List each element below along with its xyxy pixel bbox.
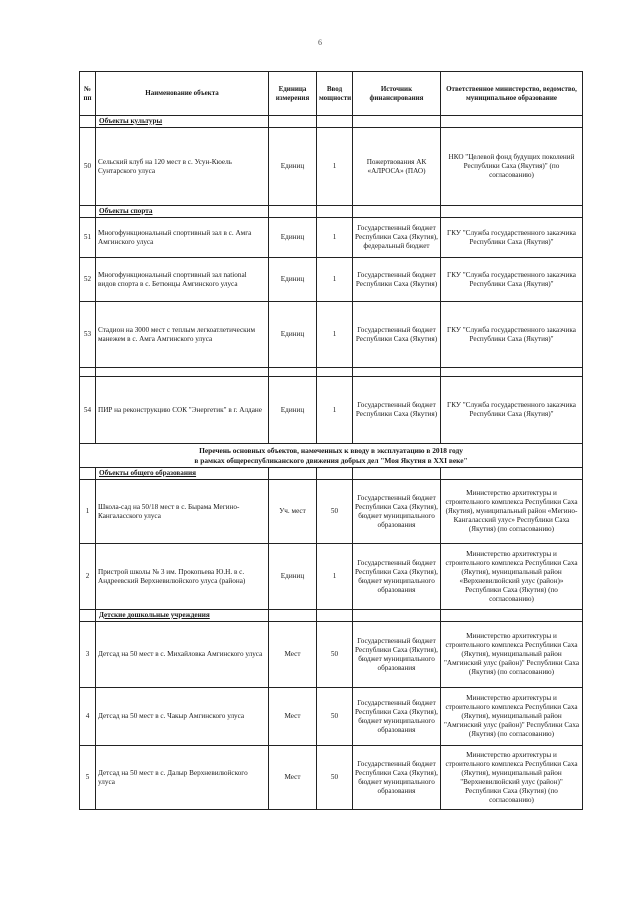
row-name: Пристрой школы № 3 им. Прокопьева Ю.Н. в с. Андреевский Верхневилюйского улуса (района) xyxy=(96,544,269,610)
section-preschool: Детские дошкольные учреждения xyxy=(96,610,269,622)
row-capacity: 50 xyxy=(317,480,353,544)
section-culture: Объекты культуры xyxy=(96,116,269,128)
row-source: Государственный бюджет Республики Саха (Якутия), бюджет муниципального образования xyxy=(353,688,441,746)
row-responsible: ГКУ "Служба государственного заказчика Республики Саха (Якутия)" xyxy=(441,302,583,368)
row-source: Государственный бюджет Республики Саха (Якутия), бюджет муниципального образования xyxy=(353,622,441,688)
row-unit: Уч. мест xyxy=(269,480,317,544)
section-row xyxy=(80,206,583,218)
row-capacity: 1 xyxy=(317,302,353,368)
table-row xyxy=(80,622,583,688)
table-row xyxy=(80,128,583,206)
row-name: Школа-сад на 50/18 мест в с. Бырама Мегино-Кангаласского улуса xyxy=(96,480,269,544)
row-unit: Единиц xyxy=(269,218,317,258)
row-name: Многофункциональный спортивный зал national видов спорта в с. Бетюнцы Амгинского улуса xyxy=(96,258,269,302)
row-source: Государственный бюджет Республики Саха (Якутия), бюджет муниципального образования xyxy=(353,544,441,610)
row-unit: Мест xyxy=(269,746,317,810)
row-name: Детсад на 50 мест в с. Далыр Верхневилюйского улуса xyxy=(96,746,269,810)
row-name: Многофункциональный спортивный зал в с. Амга Амгинского улуса xyxy=(96,218,269,258)
spacer-row xyxy=(80,368,583,377)
section-row xyxy=(80,468,583,480)
table-row xyxy=(80,480,583,544)
row-num: 4 xyxy=(80,688,96,746)
row-unit: Мест xyxy=(269,622,317,688)
row-unit: Единиц xyxy=(269,128,317,206)
row-source: Государственный бюджет Республики Саха (Якутия), бюджет муниципального образования xyxy=(353,480,441,544)
row-responsible: ГКУ "Служба государственного заказчика Республики Саха (Якутия)" xyxy=(441,258,583,302)
row-capacity: 50 xyxy=(317,622,353,688)
header-source: Источник финансирования xyxy=(353,72,441,116)
table-row xyxy=(80,218,583,258)
header-num: № пп xyxy=(80,72,96,116)
list-heading-line2: в рамках общереспубликанского движения добрых дел "Моя Якутия в XXI веке" xyxy=(194,455,468,465)
row-responsible: Министерство архитектуры и строительного комплекса Республики Саха (Якутия), муниципальный район «Верхневилюйский улус (район)» Республики Саха (Якутия) (по согласованию) xyxy=(441,544,583,610)
table-header-row xyxy=(80,72,583,116)
row-capacity: 1 xyxy=(317,258,353,302)
row-num: 5 xyxy=(80,746,96,810)
table-row xyxy=(80,746,583,810)
row-name: Детсад на 50 мест в с. Михайловка Амгинского улуса xyxy=(96,622,269,688)
list-heading-line1: Перечень основных объектов, намеченных к вводу в эксплуатацию в 2018 году xyxy=(199,445,463,455)
row-capacity: 1 xyxy=(317,128,353,206)
section-sport: Объекты спорта xyxy=(96,206,269,218)
row-capacity: 1 xyxy=(317,218,353,258)
table-row xyxy=(80,688,583,746)
row-num: 54 xyxy=(80,377,96,444)
row-responsible: Министерство архитектуры и строительного комплекса Республики Саха (Якутия), муниципальный район "Амгинский улус (район)" Республики Саха (Якутия) (по согласованию) xyxy=(441,622,583,688)
page-number: 6 xyxy=(318,38,322,47)
row-responsible: Министерство архитектуры и строительного комплекса Республики Саха (Якутия), муниципальный район "Амгинский улус (район)" Республики Саха (Якутия) (по согласованию) xyxy=(441,688,583,746)
row-num: 53 xyxy=(80,302,96,368)
header-capacity: Ввод мощности xyxy=(317,72,353,116)
row-num: 2 xyxy=(80,544,96,610)
row-unit: Единиц xyxy=(269,544,317,610)
table-row xyxy=(80,544,583,610)
table-row xyxy=(80,302,583,368)
row-unit: Мест xyxy=(269,688,317,746)
row-unit: Единиц xyxy=(269,377,317,444)
row-num: 1 xyxy=(80,480,96,544)
row-responsible: ГКУ "Служба государственного заказчика Республики Саха (Якутия)" xyxy=(441,377,583,444)
row-responsible: Министерство архитектуры и строительного комплекса Республики Саха (Якутия), муниципальный район "Верхневилюйский улус (район)" Республики Саха (Якутия) (по согласованию) xyxy=(441,746,583,810)
row-name: Детсад на 50 мест в с. Чакыр Амгинского улуса xyxy=(96,688,269,746)
list-heading xyxy=(80,444,583,468)
row-source: Государственный бюджет Республики Саха (Якутия) xyxy=(353,377,441,444)
header-name: Наименование объекта xyxy=(96,72,269,116)
row-num: 51 xyxy=(80,218,96,258)
row-num: 50 xyxy=(80,128,96,206)
row-name: Стадион на 3000 мест с теплым легкоатлетическим манежем в с. Амга Амгинского улуса xyxy=(96,302,269,368)
objects-table xyxy=(79,71,583,810)
section-row xyxy=(80,116,583,128)
header-responsible: Ответственное министерство, ведомство, муниципальное образование xyxy=(441,72,583,116)
header-unit: Единица измерения xyxy=(269,72,317,116)
row-responsible: ГКУ "Служба государственного заказчика Республики Саха (Якутия)" xyxy=(441,218,583,258)
row-source: Пожертвования АК «АЛРОСА» (ПАО) xyxy=(353,128,441,206)
section-row xyxy=(80,610,583,622)
row-responsible: Министерство архитектуры и строительного комплекса Республики Саха (Якутия), муниципальный район «Мегино-Кангаласский улус» Республики Саха (Якутия) (по согласованию) xyxy=(441,480,583,544)
row-source: Государственный бюджет Республики Саха (Якутия), федеральный бюджет xyxy=(353,218,441,258)
row-capacity: 50 xyxy=(317,688,353,746)
row-num: 52 xyxy=(80,258,96,302)
row-name: Сельский клуб на 120 мест в с. Усун-Кюель Сунтарского улуса xyxy=(96,128,269,206)
row-source: Государственный бюджет Республики Саха (Якутия), бюджет муниципального образования xyxy=(353,746,441,810)
row-name: ПИР на реконструкцию СОК "Энергетик" в г. Алдане xyxy=(96,377,269,444)
section-education: Объекты общего образования xyxy=(96,468,269,480)
row-unit: Единиц xyxy=(269,258,317,302)
table-row xyxy=(80,377,583,444)
row-responsible: НКО "Целевой фонд будущих поколений Республики Саха (Якутия)" (по согласованию) xyxy=(441,128,583,206)
row-source: Государственный бюджет Республики Саха (Якутия) xyxy=(353,258,441,302)
row-unit: Единиц xyxy=(269,302,317,368)
table-row xyxy=(80,258,583,302)
band-row xyxy=(80,444,583,468)
row-source: Государственный бюджет Республики Саха (Якутия) xyxy=(353,302,441,368)
row-capacity: 1 xyxy=(317,377,353,444)
row-num: 3 xyxy=(80,622,96,688)
row-capacity: 1 xyxy=(317,544,353,610)
row-capacity: 50 xyxy=(317,746,353,810)
